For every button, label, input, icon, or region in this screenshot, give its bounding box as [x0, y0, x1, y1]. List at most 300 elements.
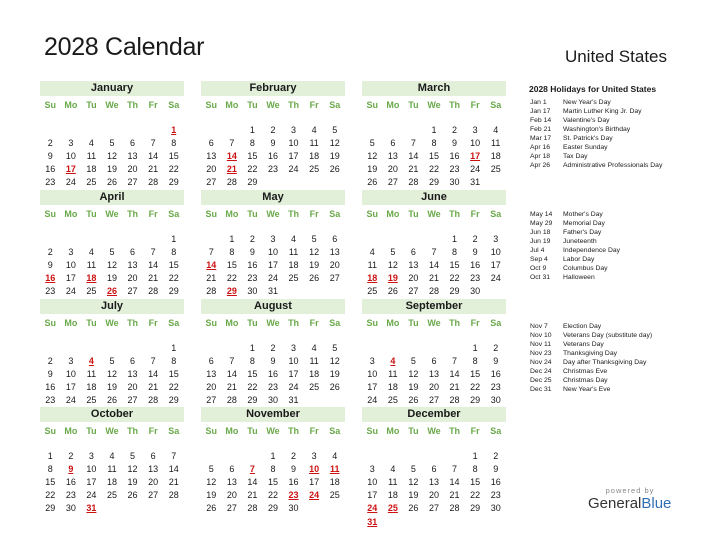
day-cell: 24 — [288, 164, 299, 175]
day-cell: 6 — [130, 138, 136, 149]
weekday-label: Mo — [225, 209, 239, 219]
weekday-label: Th — [127, 426, 139, 436]
day-cell: 9 — [270, 138, 276, 149]
month-october — [40, 407, 184, 515]
weekday-label: Th — [449, 318, 461, 328]
month-november — [201, 407, 345, 515]
day-cell: 4 — [369, 247, 375, 258]
day-cell: 28 — [449, 395, 460, 406]
day-cell: 22 — [428, 164, 439, 175]
holiday-date-label: Jul 4 — [530, 247, 545, 254]
day-cell: 4 — [332, 451, 338, 461]
day-cell: 12 — [206, 477, 217, 488]
month-january — [40, 81, 184, 189]
weekday-label: Sa — [168, 426, 180, 436]
day-cell: 28 — [408, 177, 419, 188]
day-cell: 15 — [168, 151, 179, 162]
month-september — [362, 299, 506, 407]
month-name: November — [201, 407, 345, 422]
day-cell: 25 — [367, 286, 378, 297]
day-cell: 5 — [130, 451, 136, 461]
holiday-date: 21 — [226, 164, 237, 175]
day-cell: 9 — [452, 138, 458, 149]
day-cell: 19 — [408, 490, 419, 501]
month-may — [201, 190, 345, 298]
day-cell: 2 — [47, 247, 53, 258]
day-cell: 8 — [249, 138, 255, 149]
weekday-label: Tu — [86, 100, 97, 110]
day-cell: 14 — [449, 477, 460, 488]
day-cell: 6 — [130, 247, 136, 258]
weekday-label: Su — [366, 318, 379, 328]
day-cell: 9 — [291, 464, 297, 475]
month-name: April — [40, 190, 184, 205]
holiday-name: Veterans Day (substitute day) — [563, 332, 653, 339]
day-cell: 18 — [86, 164, 97, 175]
weekday-label: We — [105, 209, 119, 219]
holiday-entry — [530, 211, 603, 218]
day-cell: 12 — [387, 260, 398, 271]
weekday-label: Su — [205, 426, 218, 436]
holiday-name: Columbus Day — [563, 265, 608, 272]
day-cell: 9 — [47, 151, 53, 162]
month-name: October — [40, 407, 184, 422]
day-cell: 5 — [410, 356, 416, 367]
day-cell: 22 — [470, 382, 481, 393]
day-cell: 13 — [428, 477, 439, 488]
day-cell: 18 — [387, 490, 398, 501]
holiday-entry — [530, 386, 610, 393]
day-cell: 21 — [408, 164, 419, 175]
country-name: United States — [564, 47, 667, 66]
day-cell: 26 — [408, 395, 419, 406]
month-name: June — [362, 190, 506, 205]
day-cell: 4 — [291, 234, 297, 244]
weekday-label: Sa — [329, 318, 341, 328]
day-cell: 8 — [229, 247, 235, 258]
weekday-label: Fr — [470, 318, 480, 328]
day-cell: 12 — [329, 356, 340, 367]
day-cell: 7 — [452, 356, 458, 367]
day-cell: 27 — [408, 286, 419, 297]
day-cell: 19 — [329, 151, 340, 162]
weekday-label: We — [105, 426, 119, 436]
day-cell: 13 — [206, 369, 217, 380]
holiday-entry — [530, 377, 608, 384]
day-cell: 19 — [309, 260, 320, 271]
day-cell: 25 — [309, 164, 320, 175]
day-cell: 10 — [470, 138, 481, 149]
day-cell: 1 — [249, 343, 255, 353]
holiday-entry — [530, 162, 662, 169]
day-cell: 27 — [226, 503, 237, 514]
holiday-date-label: Sep 4 — [530, 256, 548, 263]
day-cell: 22 — [267, 490, 278, 501]
holiday-name: Christmas Eve — [563, 368, 608, 375]
day-cell: 18 — [387, 382, 398, 393]
weekday-label: Su — [205, 209, 218, 219]
weekday-label: Th — [127, 318, 139, 328]
holiday-date: 29 — [226, 286, 237, 297]
weekday-label: Mo — [386, 318, 400, 328]
day-cell: 15 — [449, 260, 460, 271]
weekday-label: Tu — [408, 209, 419, 219]
day-cell: 2 — [270, 343, 276, 353]
day-cell: 4 — [311, 343, 317, 353]
day-cell: 26 — [329, 164, 340, 175]
day-cell: 16 — [490, 369, 501, 380]
day-cell: 9 — [47, 260, 53, 271]
day-cell: 4 — [311, 125, 317, 135]
day-cell: 20 — [206, 382, 217, 393]
day-cell: 5 — [410, 464, 416, 475]
day-cell: 3 — [68, 356, 74, 367]
month-june — [362, 190, 506, 298]
day-cell: 10 — [288, 138, 299, 149]
weekday-label: We — [427, 100, 441, 110]
holiday-date-label: Dec 25 — [530, 377, 552, 384]
day-cell: 14 — [148, 151, 159, 162]
day-cell: 29 — [45, 503, 56, 514]
holiday-date: 7 — [249, 464, 255, 475]
day-cell: 30 — [490, 503, 501, 514]
day-cell: 23 — [45, 286, 56, 297]
day-cell: 28 — [148, 395, 159, 406]
holiday-name: Father's Day — [563, 229, 602, 236]
day-cell: 28 — [148, 286, 159, 297]
day-cell: 26 — [408, 503, 419, 514]
holiday-name: Martin Luther King Jr. Day — [563, 108, 642, 115]
weekday-label: Mo — [225, 100, 239, 110]
day-cell: 17 — [65, 382, 76, 393]
day-cell: 17 — [367, 490, 378, 501]
holiday-date: 14 — [206, 260, 217, 271]
day-cell: 1 — [47, 451, 53, 461]
day-cell: 6 — [229, 464, 235, 475]
day-cell: 21 — [168, 477, 179, 488]
holiday-date-label: Apr 26 — [530, 162, 551, 169]
page-title: 2028 Calendar — [44, 33, 205, 61]
day-cell: 30 — [267, 395, 278, 406]
holiday-date: 1 — [171, 125, 177, 135]
day-cell: 15 — [470, 369, 481, 380]
holiday-name: Day after Thanksgiving Day — [563, 359, 647, 366]
day-cell: 23 — [247, 273, 258, 284]
holiday-entry — [530, 368, 607, 375]
weekday-label: We — [266, 209, 280, 219]
weekday-label: We — [105, 100, 119, 110]
weekday-label: Fr — [470, 426, 480, 436]
weekday-label: Mo — [225, 426, 239, 436]
day-cell: 19 — [206, 490, 217, 501]
holiday-date: 17 — [65, 164, 76, 175]
day-cell: 16 — [45, 164, 56, 175]
day-cell: 7 — [452, 464, 458, 475]
holiday-date-label: Jan 1 — [530, 99, 547, 106]
day-cell: 22 — [45, 490, 56, 501]
weekday-label: Su — [205, 100, 218, 110]
day-cell: 28 — [226, 177, 237, 188]
holiday-date-label: Jun 19 — [530, 238, 551, 245]
day-cell: 17 — [288, 151, 299, 162]
day-cell: 6 — [150, 451, 156, 461]
day-cell: 25 — [86, 177, 97, 188]
day-cell: 25 — [86, 286, 97, 297]
day-cell: 23 — [45, 177, 56, 188]
holiday-name: Christmas Day — [563, 377, 608, 384]
holiday-name: Easter Sunday — [563, 144, 608, 151]
day-cell: 6 — [130, 356, 136, 367]
holiday-entry — [530, 247, 620, 254]
weekday-label: Tu — [247, 318, 258, 328]
day-cell: 28 — [247, 503, 258, 514]
holiday-date: 23 — [288, 490, 299, 501]
day-cell: 14 — [428, 260, 439, 271]
day-cell: 23 — [65, 490, 76, 501]
holiday-date: 26 — [106, 286, 117, 297]
day-cell: 30 — [490, 395, 501, 406]
day-cell: 18 — [106, 477, 117, 488]
holidays-title: 2028 Holidays for United States — [529, 84, 657, 94]
day-cell: 21 — [449, 382, 460, 393]
brand-name-blue: Blue — [641, 495, 672, 512]
day-cell: 14 — [247, 477, 258, 488]
day-cell: 15 — [168, 369, 179, 380]
day-cell: 11 — [309, 356, 319, 367]
day-cell: 24 — [288, 382, 299, 393]
holiday-date-label: Dec 31 — [530, 386, 552, 393]
weekday-label: Mo — [386, 100, 400, 110]
weekday-label: Sa — [329, 426, 341, 436]
day-cell: 12 — [408, 369, 419, 380]
day-cell: 2 — [47, 138, 53, 149]
weekday-label: Fr — [309, 318, 319, 328]
weekday-label: We — [266, 318, 280, 328]
weekday-label: Sa — [168, 100, 180, 110]
weekday-label: We — [266, 100, 280, 110]
weekday-label: Tu — [247, 426, 258, 436]
weekday-label: Sa — [490, 100, 502, 110]
day-cell: 16 — [45, 382, 56, 393]
weekday-label: Mo — [64, 318, 78, 328]
brand-name-general: General — [588, 495, 642, 512]
day-cell: 27 — [428, 395, 439, 406]
day-cell: 22 — [449, 273, 460, 284]
day-cell: 2 — [291, 451, 297, 461]
day-cell: 13 — [127, 369, 138, 380]
day-cell: 14 — [449, 369, 460, 380]
day-cell: 17 — [288, 369, 299, 380]
day-cell: 13 — [148, 464, 159, 475]
holiday-date: 19 — [387, 273, 398, 284]
day-cell: 16 — [490, 477, 501, 488]
day-cell: 30 — [65, 503, 76, 514]
weekday-label: Th — [449, 209, 461, 219]
day-cell: 29 — [168, 177, 179, 188]
weekday-label: Tu — [247, 100, 258, 110]
holiday-name: Thanksgiving Day — [563, 350, 618, 357]
day-cell: 8 — [270, 464, 276, 475]
day-cell: 20 — [127, 273, 138, 284]
holiday-date: 4 — [88, 356, 94, 367]
holiday-name: Administrative Professionals Day — [563, 162, 663, 169]
day-cell: 5 — [109, 247, 115, 258]
day-cell: 4 — [88, 138, 94, 149]
day-cell: 2 — [270, 125, 276, 135]
day-cell: 19 — [329, 369, 340, 380]
day-cell: 24 — [65, 177, 76, 188]
generalblue-logo[interactable] — [588, 486, 672, 512]
day-cell: 17 — [367, 382, 378, 393]
weekday-label: Mo — [225, 318, 239, 328]
day-cell: 10 — [367, 477, 378, 488]
day-cell: 13 — [206, 151, 217, 162]
weekday-label: Su — [205, 318, 218, 328]
day-cell: 12 — [106, 369, 117, 380]
day-cell: 7 — [229, 356, 235, 367]
day-cell: 5 — [208, 464, 214, 475]
day-cell: 18 — [288, 260, 299, 271]
day-cell: 5 — [311, 234, 317, 244]
day-cell: 3 — [291, 343, 297, 353]
day-cell: 15 — [226, 260, 237, 271]
day-cell: 12 — [367, 151, 378, 162]
day-cell: 19 — [106, 382, 117, 393]
holiday-date-label: Nov 24 — [530, 359, 552, 366]
day-cell: 13 — [127, 151, 138, 162]
day-cell: 15 — [247, 369, 258, 380]
day-cell: 2 — [68, 451, 74, 461]
holiday-date: 24 — [309, 490, 320, 501]
holiday-date-label: Oct 31 — [530, 274, 551, 281]
day-cell: 26 — [367, 177, 378, 188]
weekday-label: Mo — [386, 209, 400, 219]
day-cell: 11 — [367, 260, 377, 271]
day-cell: 21 — [226, 382, 237, 393]
day-cell: 7 — [431, 247, 437, 258]
holiday-name: Veterans Day — [563, 341, 604, 348]
weekday-label: Su — [44, 100, 57, 110]
day-cell: 18 — [86, 382, 97, 393]
day-cell: 5 — [390, 247, 396, 258]
day-cell: 17 — [490, 260, 501, 271]
holiday-entry — [530, 238, 597, 245]
day-cell: 25 — [106, 490, 117, 501]
day-cell: 9 — [47, 369, 53, 380]
weekday-label: Mo — [64, 100, 78, 110]
day-cell: 29 — [168, 286, 179, 297]
day-cell: 8 — [431, 138, 437, 149]
day-cell: 25 — [387, 395, 398, 406]
day-cell: 31 — [470, 177, 481, 188]
day-cell: 26 — [329, 382, 340, 393]
day-cell: 22 — [168, 273, 179, 284]
day-cell: 15 — [428, 151, 439, 162]
holiday-name: Tax Day — [563, 153, 588, 160]
day-cell: 23 — [45, 395, 56, 406]
day-cell: 11 — [288, 247, 299, 258]
day-cell: 27 — [387, 177, 398, 188]
day-cell: 8 — [249, 356, 255, 367]
day-cell: 20 — [127, 164, 138, 175]
day-cell: 16 — [267, 369, 278, 380]
weekday-label: Sa — [490, 318, 502, 328]
holiday-date-label: Apr 16 — [530, 144, 551, 151]
day-cell: 12 — [106, 151, 117, 162]
day-cell: 28 — [148, 177, 159, 188]
holiday-date-label: Nov 10 — [530, 332, 552, 339]
weekday-label: Sa — [329, 100, 341, 110]
day-cell: 13 — [408, 260, 419, 271]
holiday-entry — [530, 229, 601, 236]
month-december — [362, 407, 506, 527]
day-cell: 3 — [291, 125, 297, 135]
brand-name — [588, 495, 672, 512]
holiday-entry — [530, 359, 646, 366]
day-cell: 24 — [367, 395, 378, 406]
day-cell: 22 — [470, 490, 481, 501]
day-cell: 25 — [288, 273, 299, 284]
month-august — [201, 299, 345, 407]
day-cell: 29 — [470, 395, 481, 406]
day-cell: 26 — [106, 177, 117, 188]
month-name: August — [201, 299, 345, 314]
day-cell: 28 — [226, 395, 237, 406]
holiday-entry — [530, 126, 630, 133]
day-cell: 22 — [247, 164, 258, 175]
day-cell: 20 — [148, 477, 159, 488]
weekday-label: Fr — [148, 100, 158, 110]
holiday-name: Halloween — [563, 274, 595, 281]
weekday-label: Fr — [309, 209, 319, 219]
day-cell: 12 — [329, 138, 340, 149]
day-cell: 16 — [247, 260, 258, 271]
day-cell: 11 — [388, 477, 398, 488]
day-cell: 29 — [470, 503, 481, 514]
day-cell: 25 — [329, 490, 340, 501]
day-cell: 27 — [428, 503, 439, 514]
weekday-label: Sa — [490, 426, 502, 436]
holiday-date: 31 — [86, 503, 97, 514]
day-cell: 7 — [208, 247, 214, 258]
day-cell: 4 — [493, 125, 499, 135]
month-name: July — [40, 299, 184, 314]
day-cell: 1 — [472, 343, 478, 353]
holiday-entry — [530, 332, 652, 339]
day-cell: 6 — [431, 464, 437, 475]
day-cell: 6 — [208, 138, 214, 149]
day-cell: 26 — [387, 286, 398, 297]
day-cell: 27 — [127, 395, 138, 406]
day-cell: 10 — [65, 151, 76, 162]
day-cell: 11 — [86, 260, 97, 271]
day-cell: 8 — [47, 464, 53, 475]
weekday-label: Tu — [408, 426, 419, 436]
weekday-label: Sa — [329, 209, 341, 219]
holiday-date: 11 — [329, 464, 340, 475]
holiday-entry — [530, 153, 588, 160]
day-cell: 6 — [208, 356, 214, 367]
day-cell: 18 — [309, 151, 320, 162]
day-cell: 3 — [311, 451, 317, 461]
holiday-date-label: Oct 9 — [530, 265, 547, 272]
holiday-entry — [530, 99, 611, 106]
day-cell: 27 — [206, 177, 217, 188]
day-cell: 10 — [288, 356, 299, 367]
weekday-label: Tu — [408, 318, 419, 328]
day-cell: 12 — [408, 477, 419, 488]
weekday-label: Th — [288, 100, 300, 110]
